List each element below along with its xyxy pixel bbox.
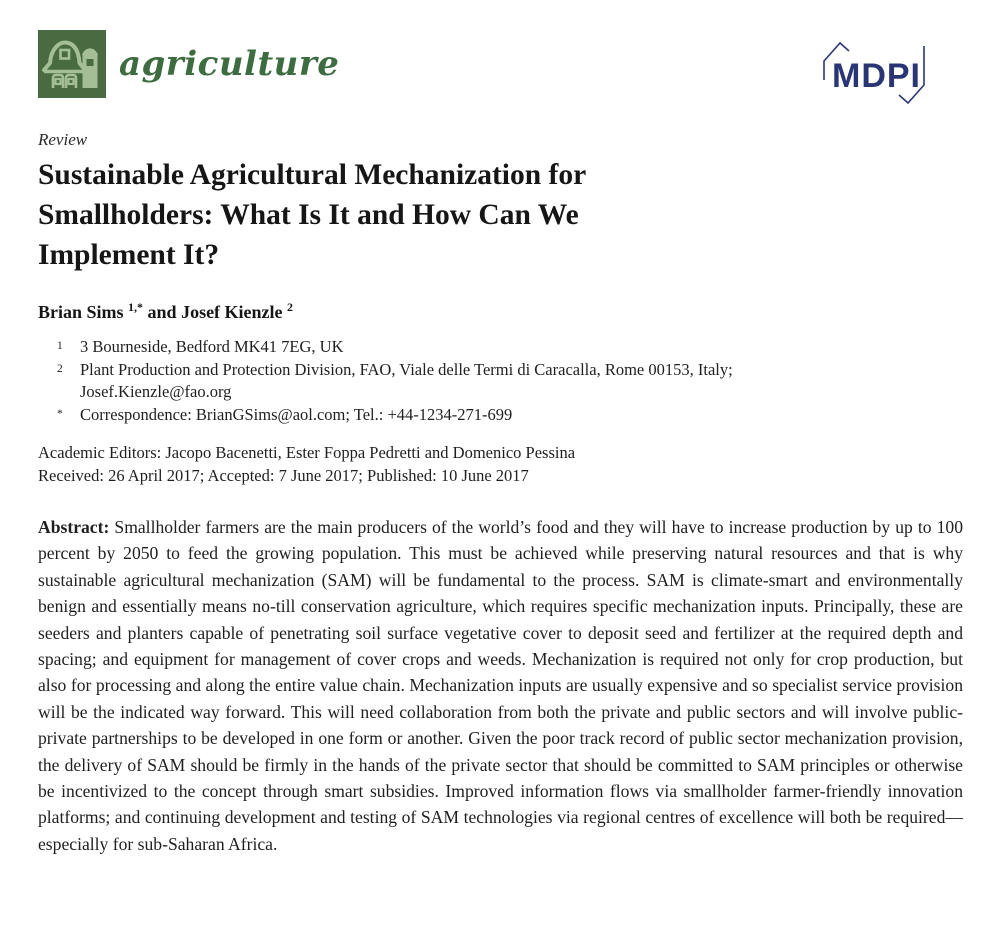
page-header	[38, 30, 963, 98]
academic-editors-line: Academic Editors: Jacopo Bacenetti, Ester Foppa Pedretti and Domenico Pessina	[38, 443, 576, 462]
barn-icon	[38, 30, 106, 98]
page-title	[38, 155, 963, 275]
affiliation-marker: 2	[57, 362, 63, 375]
journal-logo	[38, 30, 339, 98]
editors-block	[38, 442, 963, 487]
author-superscript: 1,*	[128, 300, 144, 314]
mdpi-text: MDPI	[832, 57, 921, 95]
article-type-label: Review	[38, 130, 88, 149]
author-name: Josef Kienzle	[181, 302, 283, 322]
abstract-paragraph	[38, 514, 963, 857]
title-line: Smallholders: What Is It and How Can We	[38, 199, 579, 231]
mdpi-logo	[821, 35, 943, 112]
correspondence-text: Correspondence: BrianGSims@aol.com; Tel.: +44-1234-271-699	[80, 404, 513, 424]
journal-name: agriculture	[119, 44, 340, 84]
affiliation-line: Plant Production and Protection Division, FAO, Viale delle Termi di Caracalla, Rome 00153, Italy;	[80, 359, 733, 379]
affiliation-text: 3 Bourneside, Bedford MK41 7EG, UK	[80, 337, 344, 356]
affiliation-email: Josef.Kienzle@fao.org	[80, 382, 232, 401]
author-superscript: 2	[287, 300, 294, 314]
affiliation-row	[38, 404, 963, 427]
dates-line: Received: 26 April 2017; Accepted: 7 June 2017; Published: 10 June 2017	[38, 465, 529, 485]
affiliation-row	[38, 336, 963, 359]
affiliation-marker: *	[57, 407, 63, 420]
title-line: Sustainable Agricultural Mechanization for	[38, 159, 587, 191]
abstract-text: Smallholder farmers are the main producers of the world’s food and they will have to increase production by up to 100 percent by 2050 to feed the growing population. This must be achieved while preserving natural resources and that is why sustainable agricultural mechanization (SAM) will be fundamental to the process. SAM is climate-smart and environmentally benign and essentially means no-till conservation agriculture, which requires specific mechanization inputs. Principally, these are seeders and planters capable of penetrating soil surface vegetative cover to deposit seed and fertilizer at the required depth and spacing; and equipment for management of cover crops and weeds. Mechanization is required not only for crop production, but also for processing and along the entire value chain. Mechanization inputs are usually expensive and so specialist service provision will be the indicated way forward. This will need collaboration from both the private and public sectors and will involve public-private partnerships to be developed in one form or another. Given the poor track record of public sector mechanization provision, the delivery of SAM should be firmly in the hands of the private sector that should be committed to SAM principles or otherwise be incentivized to the concept through smart subsidies. Improved information flows via smallholder farmer-friendly innovation platforms; and continuing development and testing of SAM technologies via regional centres of excellence will both be required—especially for sub-Saharan Africa.	[38, 517, 963, 854]
authors-line	[38, 300, 963, 323]
affiliation-text	[80, 359, 963, 404]
affiliation-row	[38, 359, 963, 404]
affiliations-block	[38, 336, 963, 426]
abstract-label: Abstract:	[38, 517, 110, 537]
authors-connector: and	[147, 302, 177, 322]
author-name: Brian Sims	[38, 302, 124, 322]
affiliation-marker: 1	[57, 340, 63, 352]
title-line: Implement It?	[38, 239, 220, 271]
